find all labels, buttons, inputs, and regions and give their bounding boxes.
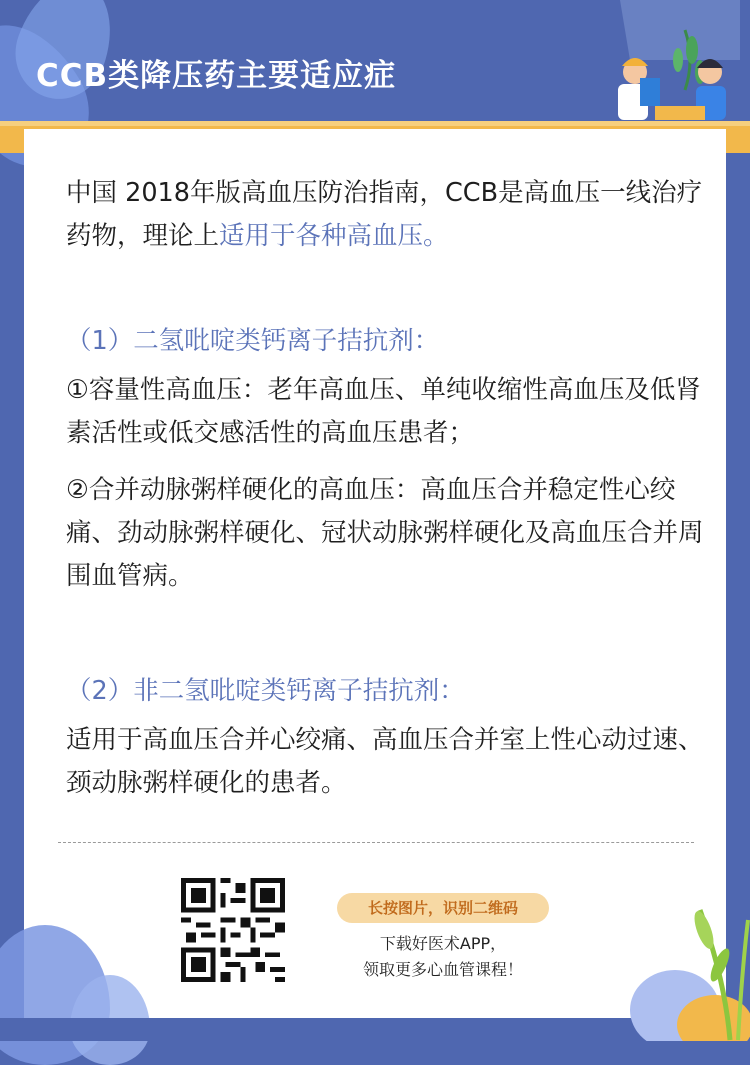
section1-item2: ②合并动脉粥样硬化的高血压：高血压合并稳定性心绞痛、劲动脉粥样硬化、冠状动脉粥样硬化及高血压合并周围血管病。 <box>66 475 704 591</box>
section1-item1: ①容量性高血压：老年高血压、单纯收缩性高血压及低肾素活性或低交感活性的高血压患者； <box>66 375 701 448</box>
section2-body: 适用于高血压合并心绞痛、高血压合并室上性心动过速、颈动脉粥样硬化的患者。 <box>66 725 704 798</box>
section1-heading: （1）二氢吡啶类钙离子拮抗剂： <box>66 326 440 356</box>
qr-code[interactable] <box>181 878 285 982</box>
header-illustration <box>600 0 750 125</box>
page-title: CCB类降压药主要适应症 <box>36 58 397 94</box>
download-cta <box>330 931 556 983</box>
download-cta-line1: 下载好医术APP， <box>379 934 507 953</box>
intro-highlight: 适用于各种高血压。 <box>219 221 449 251</box>
intro-text: 中国 2018年版高血压防治指南，CCB是高血压一线治疗药物，理论上 <box>66 178 703 251</box>
download-cta-line2: 领取更多心血管课程！ <box>362 960 523 979</box>
intro-paragraph <box>66 172 716 258</box>
decorative-plant-bottom-right <box>620 890 750 1041</box>
dashed-divider <box>58 842 694 843</box>
section2-heading: （2）非二氢吡啶类钙离子拮抗剂： <box>66 676 465 706</box>
qr-instruction-badge: 长按图片，识别二维码 <box>337 893 549 923</box>
